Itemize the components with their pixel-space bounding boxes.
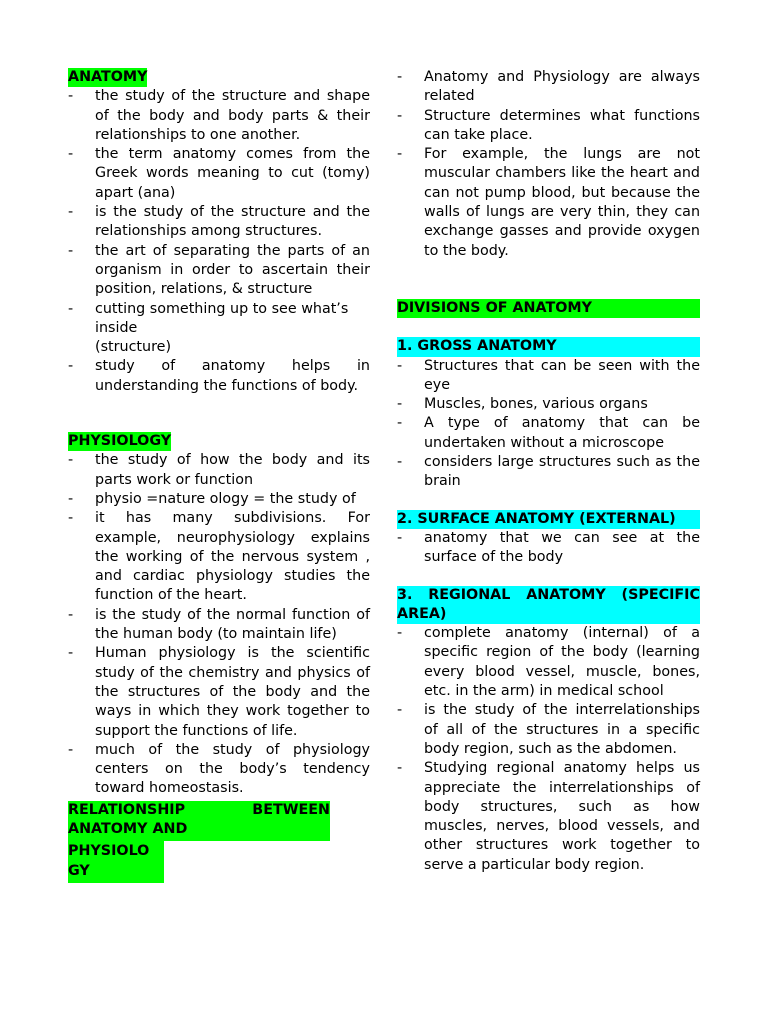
list-item [68,300,370,358]
regional-anatomy-list [397,624,700,875]
list-item: - is the study of the structure and the relationships among structures. [68,203,370,242]
list-item: - physio =nature ology = the study of [68,490,370,509]
list-item: - is the study of the normal function of the human body (to maintain life) [68,606,370,645]
surface-anatomy-list [397,529,700,568]
list-item: - anatomy that we can see at the surface of the body [397,529,700,568]
structure-note: (structure) [95,339,172,356]
physiology-heading: PHYSIOLOGY [68,432,171,451]
list-item-text: cutting something up to see what’s inside [95,300,349,336]
regional-anatomy-heading: 3. REGIONAL ANATOMY (SPECIFIC AREA) [397,586,700,625]
list-item: - the art of separating the parts of an organism in order to ascertain their position, relations, & structure [68,242,370,300]
list-item: - A type of anatomy that can be undertaken without a microscope [397,414,700,453]
relationship-heading-line2: ANATOMY AND [68,820,330,841]
relationship-heading-line1: RELATIONSHIP BETWEEN [68,801,330,820]
list-item: - complete anatomy (internal) of a specific region of the body (learning every blood vessel, muscle, bones, etc. in the arm) in medical school [397,624,700,701]
surface-anatomy-heading: 2. SURFACE ANATOMY (EXTERNAL) [397,510,700,529]
right-column [397,68,700,875]
relationship-heading-line3: PHYSIOLO [68,841,164,861]
list-item: - is the study of the interrelationships of all of the structures in a specific body region, such as the abdomen. [397,701,700,759]
anatomy-heading: ANATOMY [68,68,147,87]
relationship-heading [68,801,370,883]
list-item: - the term anatomy comes from the Greek words meaning to cut (tomy) apart (ana) [68,145,370,203]
divisions-heading: DIVISIONS OF ANATOMY [397,299,700,318]
list-item: - Structure determines what functions can take place. [397,107,700,146]
gross-anatomy-list [397,357,700,492]
list-item: - Muscles, bones, various organs [397,395,700,414]
relationship-list [397,68,700,261]
list-item: - the study of how the body and its parts work or function [68,451,370,490]
list-item: - much of the study of physiology centers on the body’s tendency toward homeostasis. [68,741,370,799]
list-item: - Human physiology is the scientific study of the chemistry and physics of the structures of the body and the ways in which they work together to support the functions of life. [68,644,370,740]
relationship-heading-line4: GY [68,862,164,883]
list-item: - considers large structures such as the brain [397,453,700,492]
list-item: - the study of the structure and shape of the body and body parts & their relationships to one another. [68,87,370,145]
physiology-list [68,451,370,798]
list-item: - Studying regional anatomy helps us appreciate the interrelationships of body structures, such as how muscles, nerves, blood vessels, and other structures work together to serve a particular body region. [397,759,700,875]
list-item: - it has many subdivisions. For example, neurophysiology explains the working of the nervous system , and cardiac physiology studies the function of the heart. [68,509,370,605]
anatomy-list [68,87,370,396]
list-item: - For example, the lungs are not muscular chambers like the heart and can not pump blood, but because the walls of lungs are very thin, they can exchange gasses and provide oxygen to the body. [397,145,700,261]
left-column [68,66,370,883]
list-item: - Anatomy and Physiology are always related [397,68,700,107]
list-item: - study of anatomy helps in understanding the functions of body. [68,357,370,396]
list-item: - Structures that can be seen with the eye [397,357,700,396]
gross-anatomy-heading: 1. GROSS ANATOMY [397,337,700,356]
